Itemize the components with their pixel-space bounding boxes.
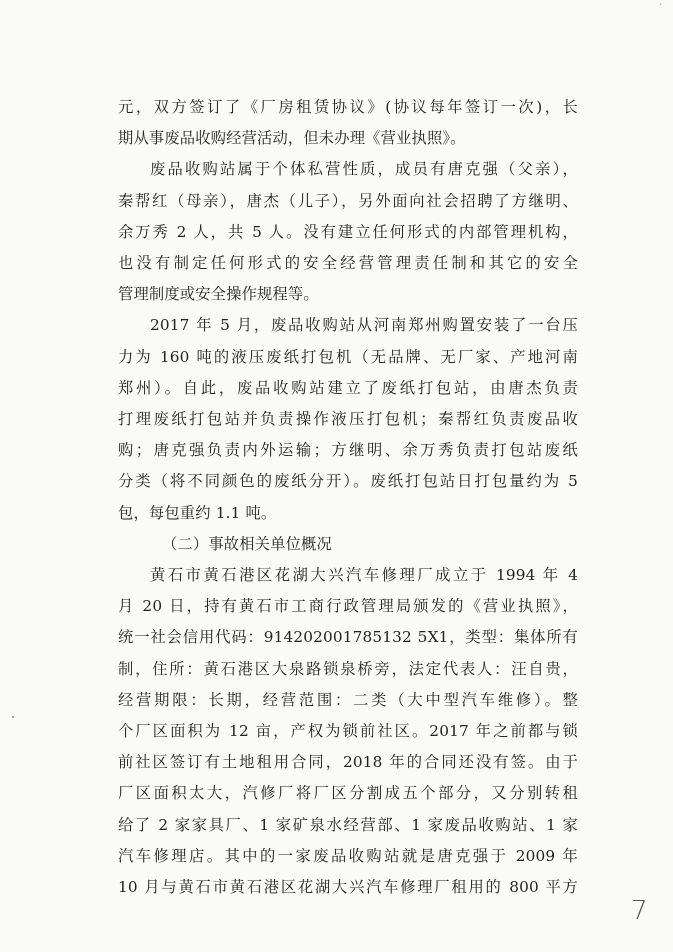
page-number: 7 [631,896,648,926]
text-line: 分类（将不同颜色的废纸分开）。废纸打包站日打包量约为 5 [118,472,578,491]
text-line: 也没有制定任何形式的安全经营管理责任制和其它的安全 [118,254,578,273]
text-line: 废品收购站属于个体私营性质，成员有唐克强（父亲）， [150,160,578,179]
text-line: 前社区签订有土地租用合同，2018 年的合同还没有签。由于 [118,753,578,772]
text-line: 黄石市黄石港区花湖大兴汽车修理厂成立于 1994 年 4 [150,566,578,585]
text-line: 厂区面积太大，汽修厂将厂区分割成五个部分，又分别转租 [118,784,578,803]
text-line: 期从事废品收购经营活动，但未办理《营业执照》。 [118,129,466,148]
text-line: 购；唐克强负责内外运输；方继明、余万秀负责打包站废纸 [118,441,578,460]
text-line: 包，每包重约 1.1 吨。 [118,503,277,522]
scan-speck [12,716,14,718]
text-line: 打理废纸打包站并负责操作液压打包机；秦帮红负责废品收 [118,410,578,429]
text-line: 郑州）。自此，废品收购站建立了废纸打包站，由唐杰负责 [118,378,578,397]
text-line: 秦帮红（母亲），唐杰（儿子），另外面向社会招聘了方继明、 [118,191,578,210]
text-line: 管理制度或安全操作规程等。 [118,285,319,304]
text-line: 力为 160 吨的液压废纸打包机（无品牌、无厂家、产地河南 [118,347,578,366]
text-line: 统一社会信用代码：914202001785132 5X1，类型：集体所有 [118,628,578,647]
text-line: 2017 年 5 月，废品收购站从河南郑州购置安装了一台压 [150,316,578,335]
text-line: 经营期限：长期，经营范围：二类（大中型汽车维修）。整 [118,690,578,709]
section-heading: （二）事故相关单位概况 [162,534,332,553]
text-line: 给了 2 家家具厂、1 家矿泉水经营部、1 家废品收购站、1 家 [118,815,578,834]
text-line: 元，双方签订了《厂房租赁协议》(协议每年签订一次)，长 [118,98,578,116]
body-text [118,92,578,903]
text-line: 余万秀 2 人，共 5 人。没有建立任何形式的内部管理机构， [118,222,578,241]
corner-mark: · [659,0,663,11]
text-line: 制，住所：黄石港区大泉路锁泉桥旁，法定代表人：汪自贵， [118,659,578,678]
text-line: 个厂区面积为 12 亩，产权为锁前社区。2017 年之前都与锁 [118,722,578,741]
text-line: 10 月与黄石市黄石港区花湖大兴汽车修理厂租用的 800 平方 [118,878,578,897]
text-line: 汽车修理店。其中的一家废品收购站就是唐克强于 2009 年 [118,846,578,865]
text-line: 月 20 日，持有黄石市工商行政管理局颁发的《营业执照》， [118,597,578,616]
